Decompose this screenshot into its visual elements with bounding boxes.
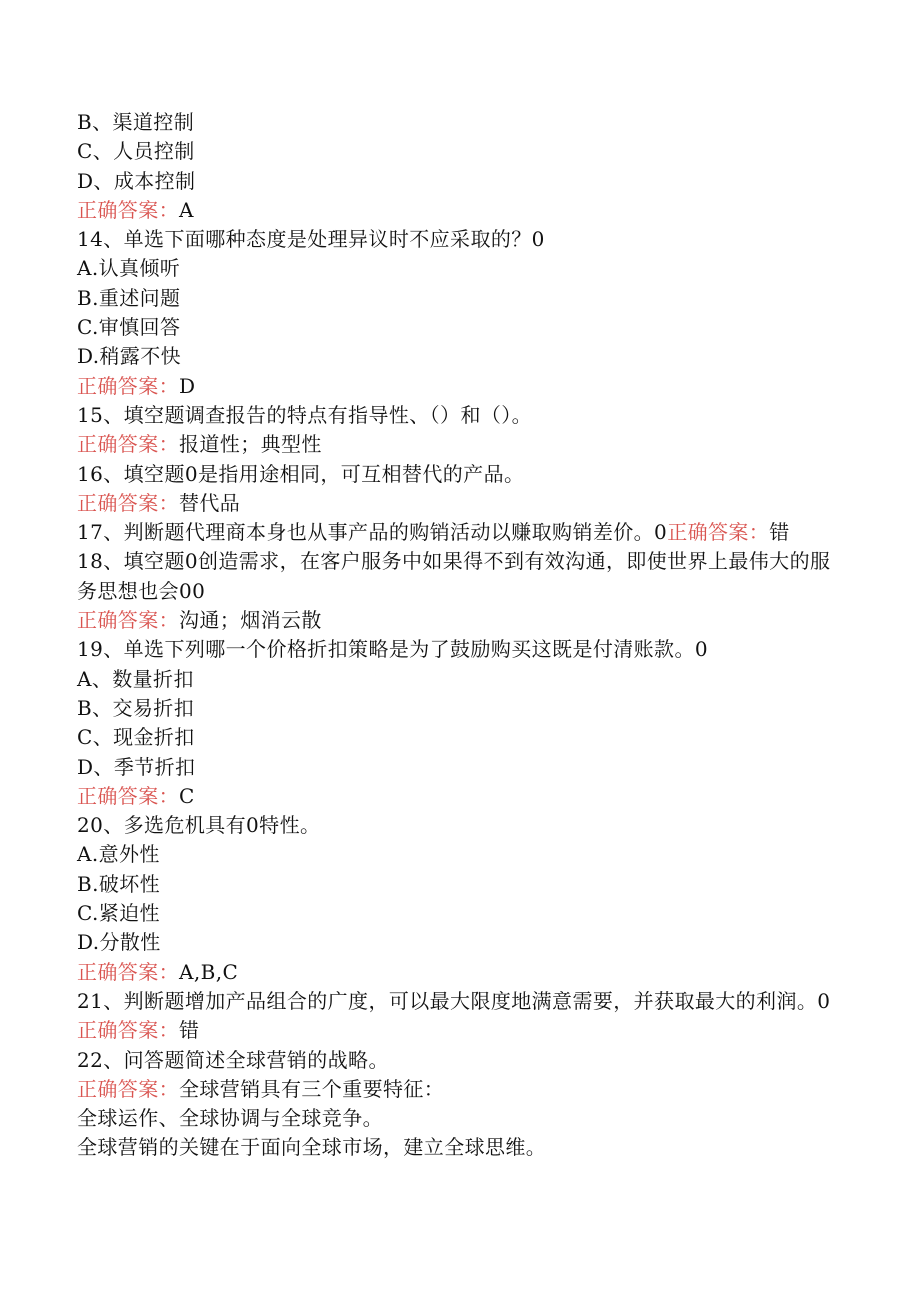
option-line: B、交易折扣 [77,695,195,720]
option-line: B、渠道控制 [77,110,195,134]
option-line: C.紧迫性 [77,901,160,926]
answer-label: 正确答案： [77,373,179,398]
answer-label: 正确答案： [77,490,179,515]
answer-value: 沟通；烟消云散 [179,608,322,633]
answer-label: 正确答案： [77,783,179,808]
question-line: 18、填空题0创造需求，在客户服务中如果得不到有效沟通，即使世界上最伟大的服务思想也会00 [77,549,831,603]
answer-label: 正确答案： [77,432,179,457]
question-line: 16、填空题0是指用途相同，可互相替代的产品。 [77,461,525,486]
answer-value: 全球营销具有三个重要特征： [179,1076,445,1101]
answer-value: D [179,373,196,398]
answer-value: C [179,783,195,808]
question-inline-line [77,518,837,547]
answer-continuation-line: 全球运作、全球协调与全球竞争。 [77,1106,383,1131]
answer-value: A,B,C [179,959,239,984]
answer-line [77,1075,837,1104]
answer-continuation-line: 全球营销的关键在于面向全球市场，建立全球思维。 [77,1135,547,1160]
answer-line [77,196,837,225]
answer-line [77,489,837,518]
answer-value: 错 [769,520,790,545]
answer-line [77,430,837,459]
option-line: A.认真倾听 [77,256,181,281]
answer-label: 正确答案： [77,197,179,222]
question-line: 19、单选下列哪一个价格折扣策略是为了鼓励购买这既是付清账款。0 [77,637,708,662]
answer-label: 正确答案： [77,1018,179,1043]
answer-label: 正确答案： [77,959,179,984]
option-line: D.分散性 [77,930,161,955]
option-line: C、人员控制 [77,139,195,164]
question-line: 15、填空题调查报告的特点有指导性、（）和（）。 [77,402,533,427]
option-line: B.重述问题 [77,285,181,310]
answer-label: 正确答案： [77,1076,179,1101]
question-line: 22、问答题简述全球营销的战略。 [77,1047,389,1072]
option-line: D、成本控制 [77,168,196,193]
answer-label: 正确答案： [667,520,770,545]
answer-value: 报道性；典型性 [179,432,322,457]
answer-line [77,372,837,401]
question-line: 14、单选下面哪种态度是处理异议时不应采取的？0 [77,227,545,252]
option-line: D、季节折扣 [77,754,196,779]
answer-value: 错 [179,1018,200,1043]
option-line: D.稍露不快 [77,344,182,369]
answer-line [77,606,837,635]
option-line: B.破坏性 [77,871,161,896]
answer-label: 正确答案： [77,608,179,633]
answer-line [77,1016,837,1045]
answer-line [77,958,837,987]
answer-value: 替代品 [179,490,241,515]
option-line: C.审慎回答 [77,315,181,340]
answer-value: A [179,197,194,222]
document-page [77,108,837,1163]
answer-line [77,782,837,811]
option-line: A、数量折扣 [77,666,194,691]
option-line: C、现金折扣 [77,725,195,750]
question-line: 21、判断题增加产品组合的广度，可以最大限度地满意需要，并获取最大的利润。0 [77,988,831,1013]
question-line: 20、多选危机具有0特性。 [77,813,321,838]
option-line: A.意外性 [77,842,160,867]
question-text: 17、判断题代理商本身也从事产品的购销活动以赚取购销差价。0 [77,520,668,545]
